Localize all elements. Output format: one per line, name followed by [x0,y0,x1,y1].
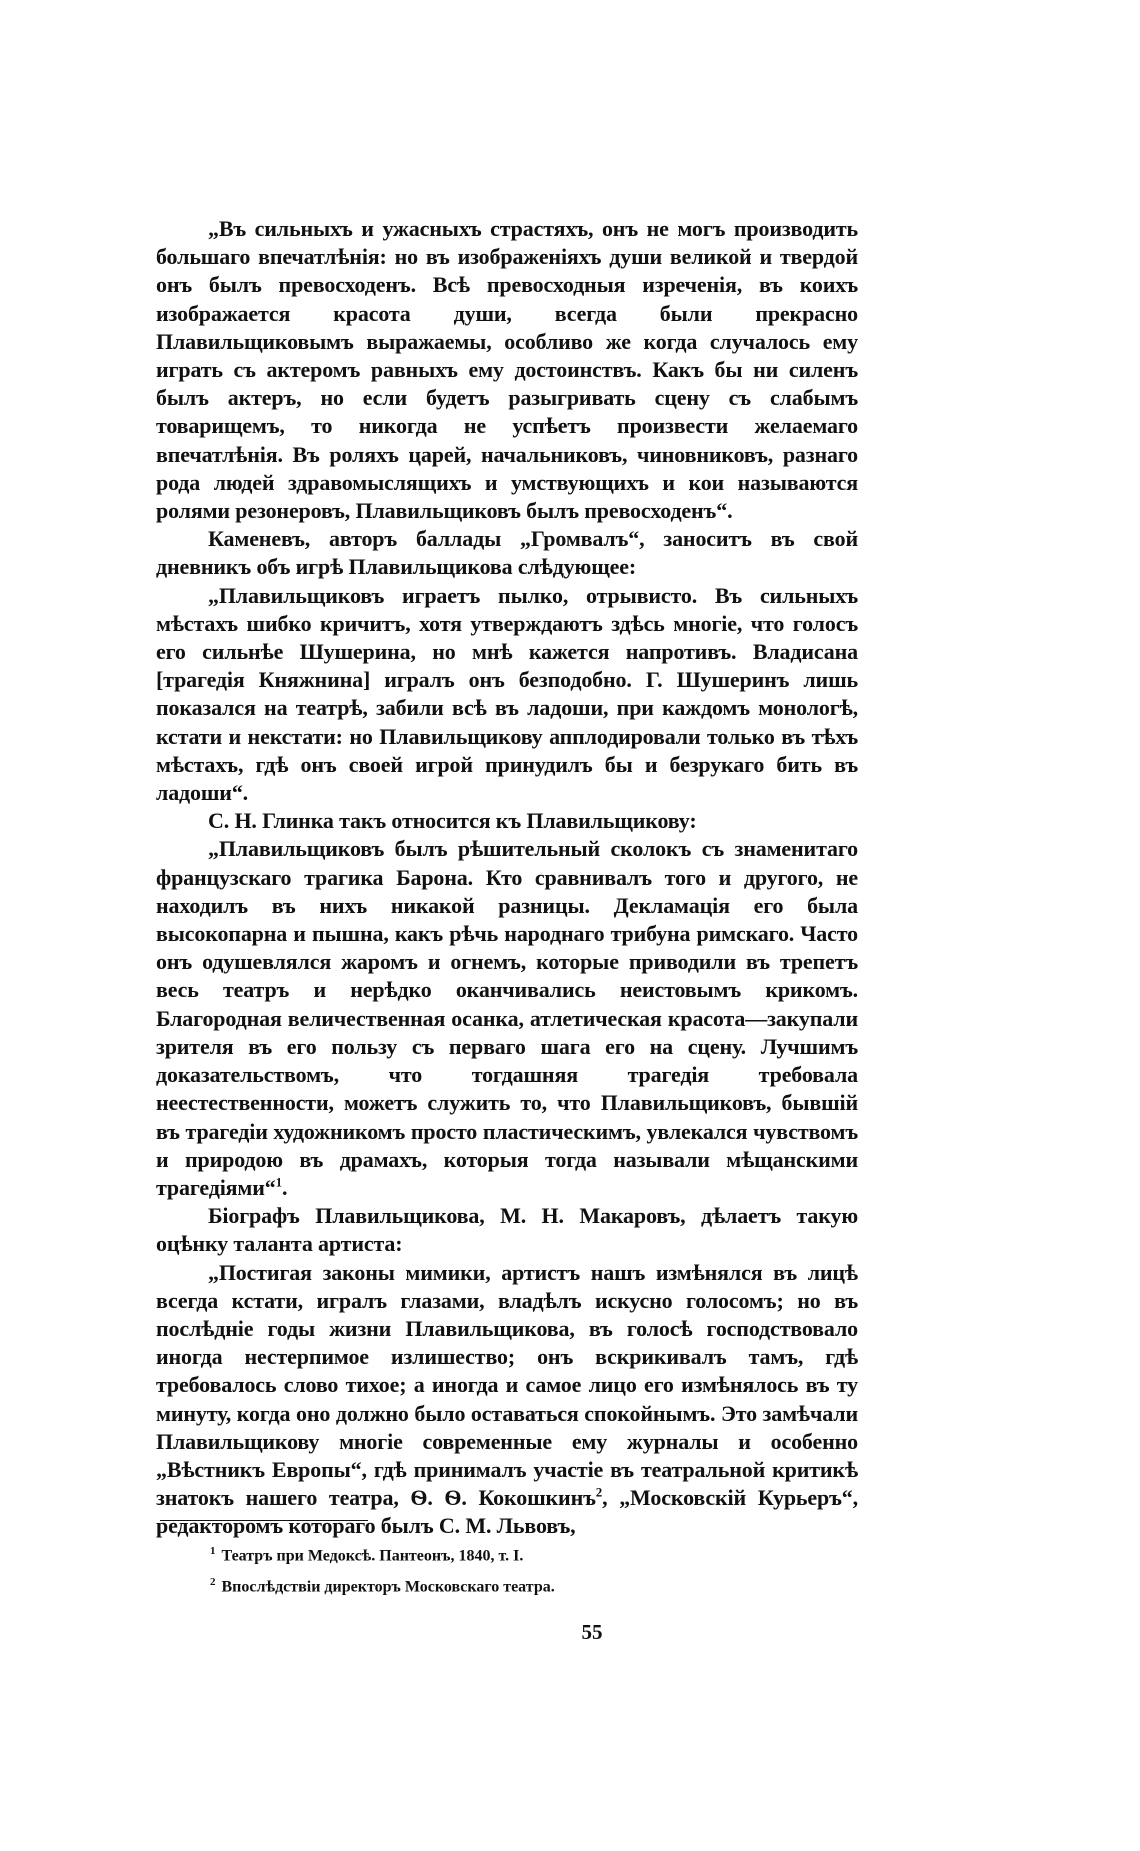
paragraph-biographer: Біографъ Плавильщикова, М. Н. Макаровъ, дѣлаетъ такую оцѣнку таланта артиста: [156,1203,858,1257]
paragraph-glinka: С. Н. Глинка такъ относится къ Плавильщикову: [208,808,697,834]
paragraph-quote-3 [156,835,858,1202]
footnotes [210,1538,850,1601]
paragraph-quote-1: „Въ сильныхъ и ужасныхъ страстяхъ, онъ не могъ производить большаго впечатлѣнія: но въ изображеніяхъ души великой и твердой онъ былъ превосходенъ. Всѣ превосходныя изреченія, въ коихъ изображается красота души, всегда были прекрасно Плавильщиковымъ выражаемы, особливо же когда случалось ему играть съ актеромъ равныхъ ему достоинствъ. Какъ бы ни силенъ былъ актеръ, но если будетъ разыгривать сцену съ слабымъ товарищемъ, то никогда не успѣетъ произвести желаемаго впечатлѣнія. Въ роляхъ царей, начальниковъ, чиновниковъ, разнаго рода людей здравомыслящихъ и умствующихъ и кои называются ролями резонеровъ, Плавильщиковъ былъ превосходенъ“. [156,216,858,524]
paragraph-quote-2: „Плавильщиковъ играетъ пылко, отрывисто. Въ сильныхъ мѣстахъ шибко кричитъ, хотя утверждаютъ здѣсь многіе, что голосъ его сильнѣе Шушерина, но мнѣ кажется напротивъ. Владисана [трагедія Княжнина] игралъ онъ безподобно. Г. Шушеринъ лишь показался на театрѣ, забили всѣ въ ладоши, при каждомъ монологѣ, кстати и некстати: но Плавильщикову апплодировали только въ тѣхъ мѣстахъ, гдѣ онъ своей игрой принудилъ бы и безрукаго бить въ ладоши“. [156,582,858,806]
page-body [156,215,858,1541]
paragraph-quote-3-tail: . [282,1174,288,1200]
footnote-divider [160,1520,368,1521]
paragraph-quote-3-text: „Плавильщиковъ былъ рѣшительный сколокъ съ знаменитаго французскаго трагика Барона. Кто сравнивалъ того и другого, не находилъ въ нихъ никакой разницы. Декламація его была высокопарна и пышна, какъ рѣчь народнаго трибуна римскаго. Часто онъ одушевлялся жаромъ и огнемъ, которые приводили въ трепетъ весь театръ и нерѣдко оканчивались неистовымъ крикомъ. Благородная величественная осанка, атлетическая красота—закупали зрителя въ его пользу съ перваго шага его на сцену. Лучшимъ доказательствомъ, что тогдашняя трагедія требовала неестественности, можетъ служить то, что Плавильщиковъ, бывшій въ трагедіи художникомъ просто пластическимъ, увлекался чувствомъ и природою въ драмахъ, которыя тогда называли мѣщанскими трагедіями“ [156,836,858,1200]
footnote-ref-1: 1 [275,1174,282,1190]
footnote-2 [210,1569,850,1600]
footnote-2-text: Впослѣдствіи директоръ Московскаго театра. [221,1578,555,1596]
footnote-1-number: 1 [210,1545,216,1557]
paragraph-quote-4-tail: , „Московскій Курьеръ“, редакторомъ котораго былъ С. М. Львовъ, [156,1485,858,1539]
paragraph-quote-4 [156,1259,858,1541]
footnote-ref-2: 2 [595,1484,603,1500]
footnote-1-text: Театръ при Медоксѣ. Пантеонъ, 1840, т. I. [221,1547,524,1565]
paragraph-kamenev: Каменевъ, авторъ баллады „Громвалъ“, заноситъ въ свой дневникъ объ игрѣ Плавильщикова слѣдующее: [156,526,858,580]
page-number: 55 [581,1620,603,1644]
footnote-1 [210,1538,850,1569]
footnote-2-number: 2 [210,1576,216,1589]
paragraph-quote-4-text: „Постигая законы мимики, артистъ нашъ измѣнялся въ лицѣ всегда кстати, игралъ глазами, владѣлъ искусно голосомъ; но въ послѣдніе годы жизни Плавильщикова, въ голосѣ господствовало иногда нестерпимое излишество; онъ вскрикивалъ тамъ, гдѣ требовалось слово тихое; а иногда и самое лицо его измѣнялось въ ту минуту, когда оно должно было оставаться спокойнымъ. Это замѣчали Плавильщикову многіе современные ему журналы и особенно „Вѣстникъ Европы“, гдѣ принималъ участіе въ театральной критикѣ знатокъ нашего театра, Ѳ. Ѳ. Кокошкинъ [156,1259,858,1511]
